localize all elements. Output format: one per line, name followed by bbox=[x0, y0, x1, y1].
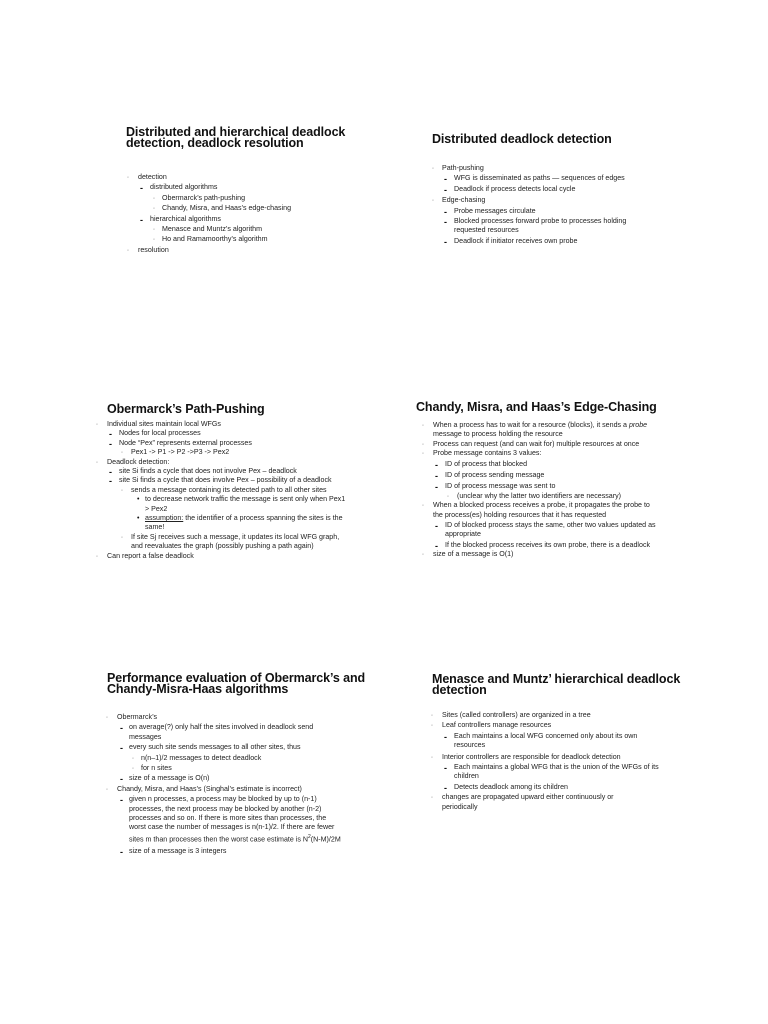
bullet-icon bbox=[422, 450, 424, 459]
list-item: - every such site sends messages to all other sites, thus bbox=[106, 743, 346, 752]
bullet-icon bbox=[137, 495, 139, 505]
list-item: ◦ Pex1 -> P1 -> P2 ->P3 -> Pex2 bbox=[96, 448, 358, 457]
list-item: ◦ Interior controllers are responsible for deadlock detection bbox=[431, 753, 671, 762]
list-item: ◦ Leaf controllers manage resources bbox=[431, 721, 671, 730]
list-item: - ID of process that blocked bbox=[422, 460, 668, 469]
list-item: ◦ Sites (called controllers) are organized in a tree bbox=[431, 711, 671, 720]
slide-2-list bbox=[432, 164, 672, 246]
list-item: - size of a message is 3 integers bbox=[106, 847, 346, 856]
dash-icon bbox=[120, 724, 123, 735]
slide-2-title: Distributed deadlock detection bbox=[432, 132, 612, 146]
bullet-icon bbox=[106, 714, 108, 723]
list-item: - given n processes, a process may be blocked by up to (n-1) processes, the next process may be blocked by another (n-2) processes and so on. If there is more sites than processes, the worst case the number of messages is n(n-1)/2. If there are fewer sites m than processes then the worst case estimate is $N^2(N-M)/2M$ bbox=[106, 795, 341, 844]
list-item: ◦ Obermarck’s path-pushing bbox=[126, 194, 356, 203]
dash-icon bbox=[120, 796, 123, 807]
list-item: ◦ Individual sites maintain local WFGs bbox=[96, 420, 358, 429]
list-item: ◦ sends a message containing its detected path to all other sites bbox=[96, 486, 358, 495]
bullet-icon bbox=[121, 534, 123, 543]
slide-1-title: Distributed and hierarchical deadlock detection, deadlock resolution bbox=[126, 125, 346, 150]
list-item: ◦ When a blocked process receives a probe, it propagates the probe to the process(es) holding resources that it has requested bbox=[422, 501, 661, 520]
list-item: ◦ Can report a false deadlock bbox=[96, 552, 358, 561]
bullet-icon bbox=[132, 765, 134, 774]
list-item: ◦ size of a message is O(1) bbox=[422, 550, 668, 559]
list-item: - size of a message is O(n) bbox=[106, 774, 346, 783]
list-item: ◦ for n sites bbox=[106, 764, 346, 773]
list-item: - Blocked processes forward probe to processes holding requested resources bbox=[432, 217, 654, 236]
list-item: - ID of process message was sent to bbox=[422, 482, 668, 491]
list-item: ◦ Chandy, Misra, and Haas’s edge-chasing bbox=[126, 204, 356, 213]
list-item: - site Si finds a cycle that does not involve Pex – deadlock bbox=[96, 467, 358, 476]
slide-3-list bbox=[96, 420, 358, 561]
list-item: - Nodes for local processes bbox=[96, 429, 358, 438]
bullet-icon bbox=[422, 422, 424, 431]
list-item: ◦ Ho and Ramamoorthy’s algorithm bbox=[126, 235, 356, 244]
bullet-icon bbox=[127, 247, 129, 256]
slide-4-list bbox=[422, 421, 668, 560]
bullet-icon bbox=[106, 786, 108, 795]
list-item: - ID of process sending message bbox=[422, 471, 668, 480]
list-item: ◦ Obermarck’s bbox=[106, 713, 346, 722]
list-item: - Node “Pex” represents external processes bbox=[96, 439, 358, 448]
list-item: - Each maintains a local WFG concerned only about its own resources bbox=[431, 732, 664, 751]
list-item: - on average(?) only half the sites involved in deadlock send messages bbox=[106, 723, 341, 742]
slide-5-title: Performance evaluation of Obermarck’s and Chandy-Misra-Haas algorithms bbox=[107, 671, 366, 696]
bullet-icon bbox=[96, 553, 98, 562]
bullet-icon bbox=[422, 551, 424, 560]
slide-6-list bbox=[431, 711, 671, 812]
list-item: - ID of blocked process stays the same, other two values updated as appropriate bbox=[422, 521, 665, 540]
bullet-icon bbox=[431, 794, 433, 803]
list-item: ◦ If site Sj receives such a message, it updates its local WFG graph, and reevaluates the graph (possibly pushing a path again) bbox=[96, 533, 351, 552]
bullet-icon bbox=[127, 174, 129, 183]
dash-icon bbox=[444, 764, 447, 775]
list-item: ◦ resolution bbox=[126, 246, 356, 255]
list-item: - Deadlock if initiator receives own probe bbox=[432, 237, 672, 246]
bullet-icon bbox=[432, 165, 434, 174]
list-item: - hierarchical algorithms bbox=[126, 215, 356, 224]
bullet-icon bbox=[431, 722, 433, 731]
bullet-icon bbox=[137, 514, 139, 524]
list-item: ◦ detection bbox=[126, 173, 356, 182]
list-item: - Detects deadlock among its children bbox=[431, 783, 671, 792]
dash-icon bbox=[444, 733, 447, 744]
list-item: - distributed algorithms bbox=[126, 183, 356, 192]
list-item: ◦ changes are propagated upward either continuously or periodically bbox=[431, 793, 642, 812]
slide-5-list bbox=[106, 713, 346, 856]
dash-icon bbox=[444, 218, 447, 229]
bullet-icon bbox=[153, 205, 155, 214]
list-item: ◦ Deadlock detection: bbox=[96, 458, 358, 467]
list-item: ◦ Process can request (and can wait for) multiple resources at once bbox=[422, 440, 668, 449]
slide-6-title: Menasce and Muntz’ hierarchical deadlock detection bbox=[432, 672, 681, 697]
list-item: ◦ Probe message contains 3 values: bbox=[422, 449, 668, 458]
bullet-icon bbox=[431, 754, 433, 763]
list-item: • to decrease network traffic the message is sent only when Pex1 > Pex2 bbox=[96, 495, 351, 514]
list-item: - WFG is disseminated as paths — sequences of edges bbox=[432, 174, 672, 183]
list-item: ◦ Path-pushing bbox=[432, 164, 672, 173]
bullet-icon bbox=[432, 197, 434, 206]
bullet-icon bbox=[153, 195, 155, 204]
slide-3-title: Obermarck’s Path-Pushing bbox=[107, 402, 265, 416]
list-item: ◦ n(n–1)/2 messages to detect deadlock bbox=[106, 754, 346, 763]
list-item: • assumption: the identifier of a process spanning the sites is the same! bbox=[96, 514, 351, 533]
slide-1-list bbox=[126, 173, 356, 255]
list-item: - site Si finds a cycle that does involve Pex – possibility of a deadlock bbox=[96, 476, 358, 485]
list-item: - If the blocked process receives its own probe, there is a deadlock bbox=[422, 541, 655, 550]
list-item: ◦ Chandy, Misra, and Haas’s (Singhal’s estimate is incorrect) bbox=[106, 785, 346, 794]
list-item: ◦ Menasce and Muntz’s algorithm bbox=[126, 225, 356, 234]
list-item: ◦ When a process has to wait for a resource (blocks), it sends a probe message to process holding the resource bbox=[422, 421, 657, 440]
list-item: - Probe messages circulate bbox=[432, 207, 672, 216]
bullet-icon bbox=[431, 712, 433, 721]
dash-icon bbox=[435, 522, 438, 533]
bullet-icon bbox=[132, 755, 134, 764]
bullet-icon bbox=[153, 236, 155, 245]
bullet-icon bbox=[153, 226, 155, 235]
list-item: ◦ Edge-chasing bbox=[432, 196, 672, 205]
list-item: - Deadlock if process detects local cycle bbox=[432, 185, 672, 194]
list-item: - Each maintains a global WFG that is the union of the WFGs of its children bbox=[431, 763, 664, 782]
list-item: ◦ (unclear why the latter two identifiers are necessary) bbox=[422, 492, 668, 501]
dash-icon bbox=[444, 238, 447, 249]
slide-4-title: Chandy, Misra, and Haas’s Edge-Chasing bbox=[416, 400, 657, 414]
bullet-icon bbox=[422, 502, 424, 511]
dash-icon bbox=[120, 848, 123, 859]
